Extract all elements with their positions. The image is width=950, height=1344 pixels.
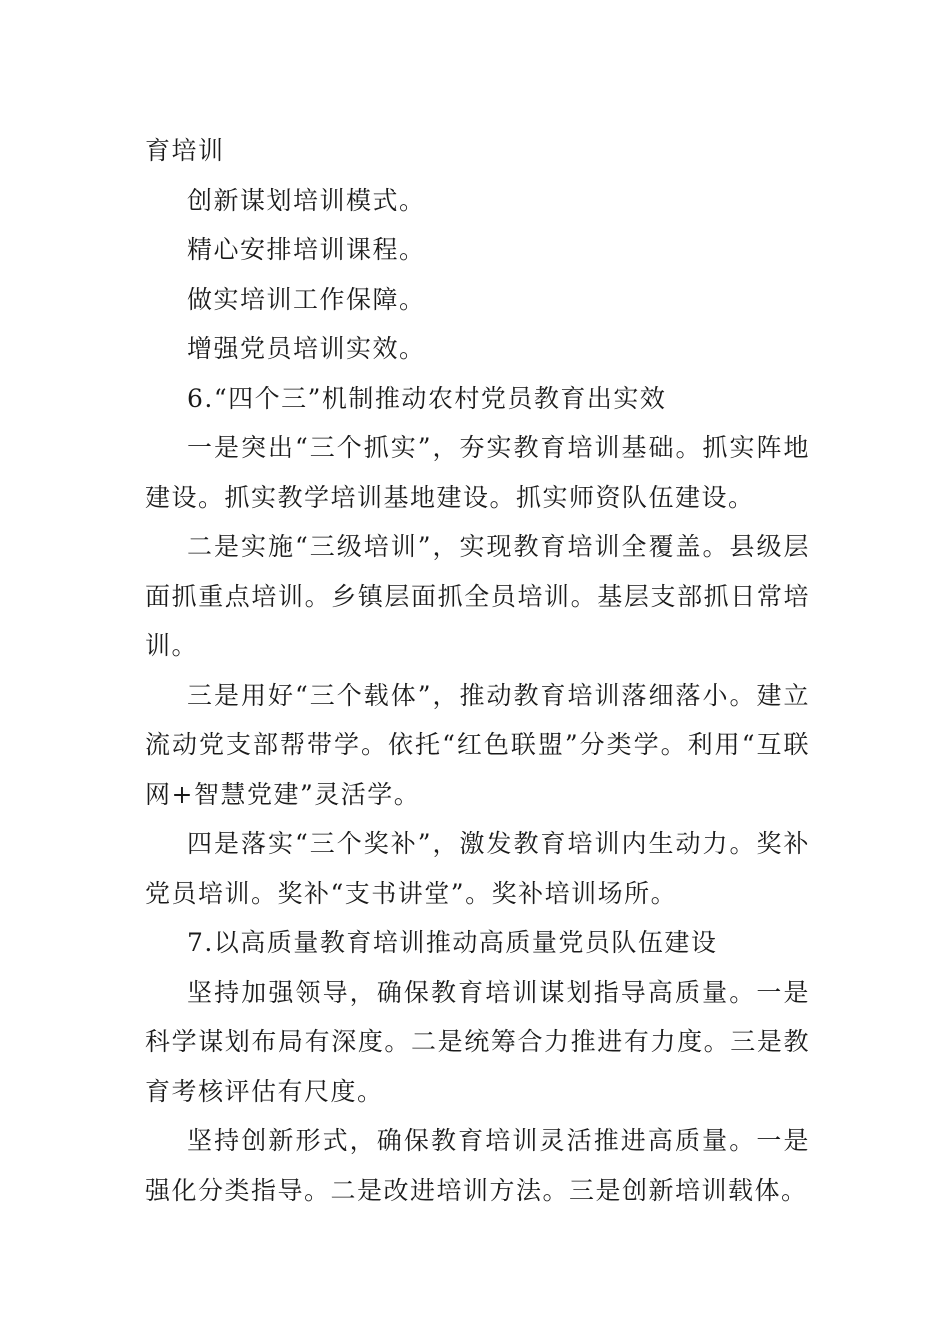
paragraph-item: 创新谋划培训模式。	[187, 185, 426, 215]
section-heading: 7.以高质量教育培训推动高质量党员队伍建设	[187, 928, 718, 957]
paragraph: 坚持创新形式，确保教育培训灵活推进高质量。一是强化分类指导。二是改进培训方法。三是创新培训载体。	[145, 1126, 810, 1205]
section-heading: 6.“四个三”机制推动农村党员教育出实效	[187, 383, 667, 413]
paragraph: 三是用好“三个载体”，推动教育培训落细落小。建立流动党支部帮带学。依托“红色联盟”分类学。利用“互联网+智慧党建”灵活学。	[145, 680, 810, 809]
paragraph: 一是突出“三个抓实”，夯实教育培训基础。抓实阵地建设。抓实教学培训基地建设。抓实师资队伍建设。	[145, 433, 810, 512]
paragraph: 四是落实“三个奖补”，激发教育培训内生动力。奖补党员培训。奖补“支书讲堂”。奖补培训场所。	[145, 829, 810, 908]
document-body	[145, 126, 810, 1215]
paragraph: 二是实施“三级培训”，实现教育培训全覆盖。县级层面抓重点培训。乡镇层面抓全员培训。基层支部抓日常培训。	[145, 532, 810, 660]
paragraph-continuation: 育培训	[145, 136, 225, 165]
paragraph-item: 增强党员培训实效。	[187, 334, 426, 363]
paragraph-item: 精心安排培训课程。	[187, 235, 426, 264]
paragraph: 坚持加强领导，确保教育培训谋划指导高质量。一是科学谋划布局有深度。二是统筹合力推进有力度。三是教育考核评估有尺度。	[145, 977, 810, 1106]
paragraph-item: 做实培训工作保障。	[187, 284, 426, 314]
